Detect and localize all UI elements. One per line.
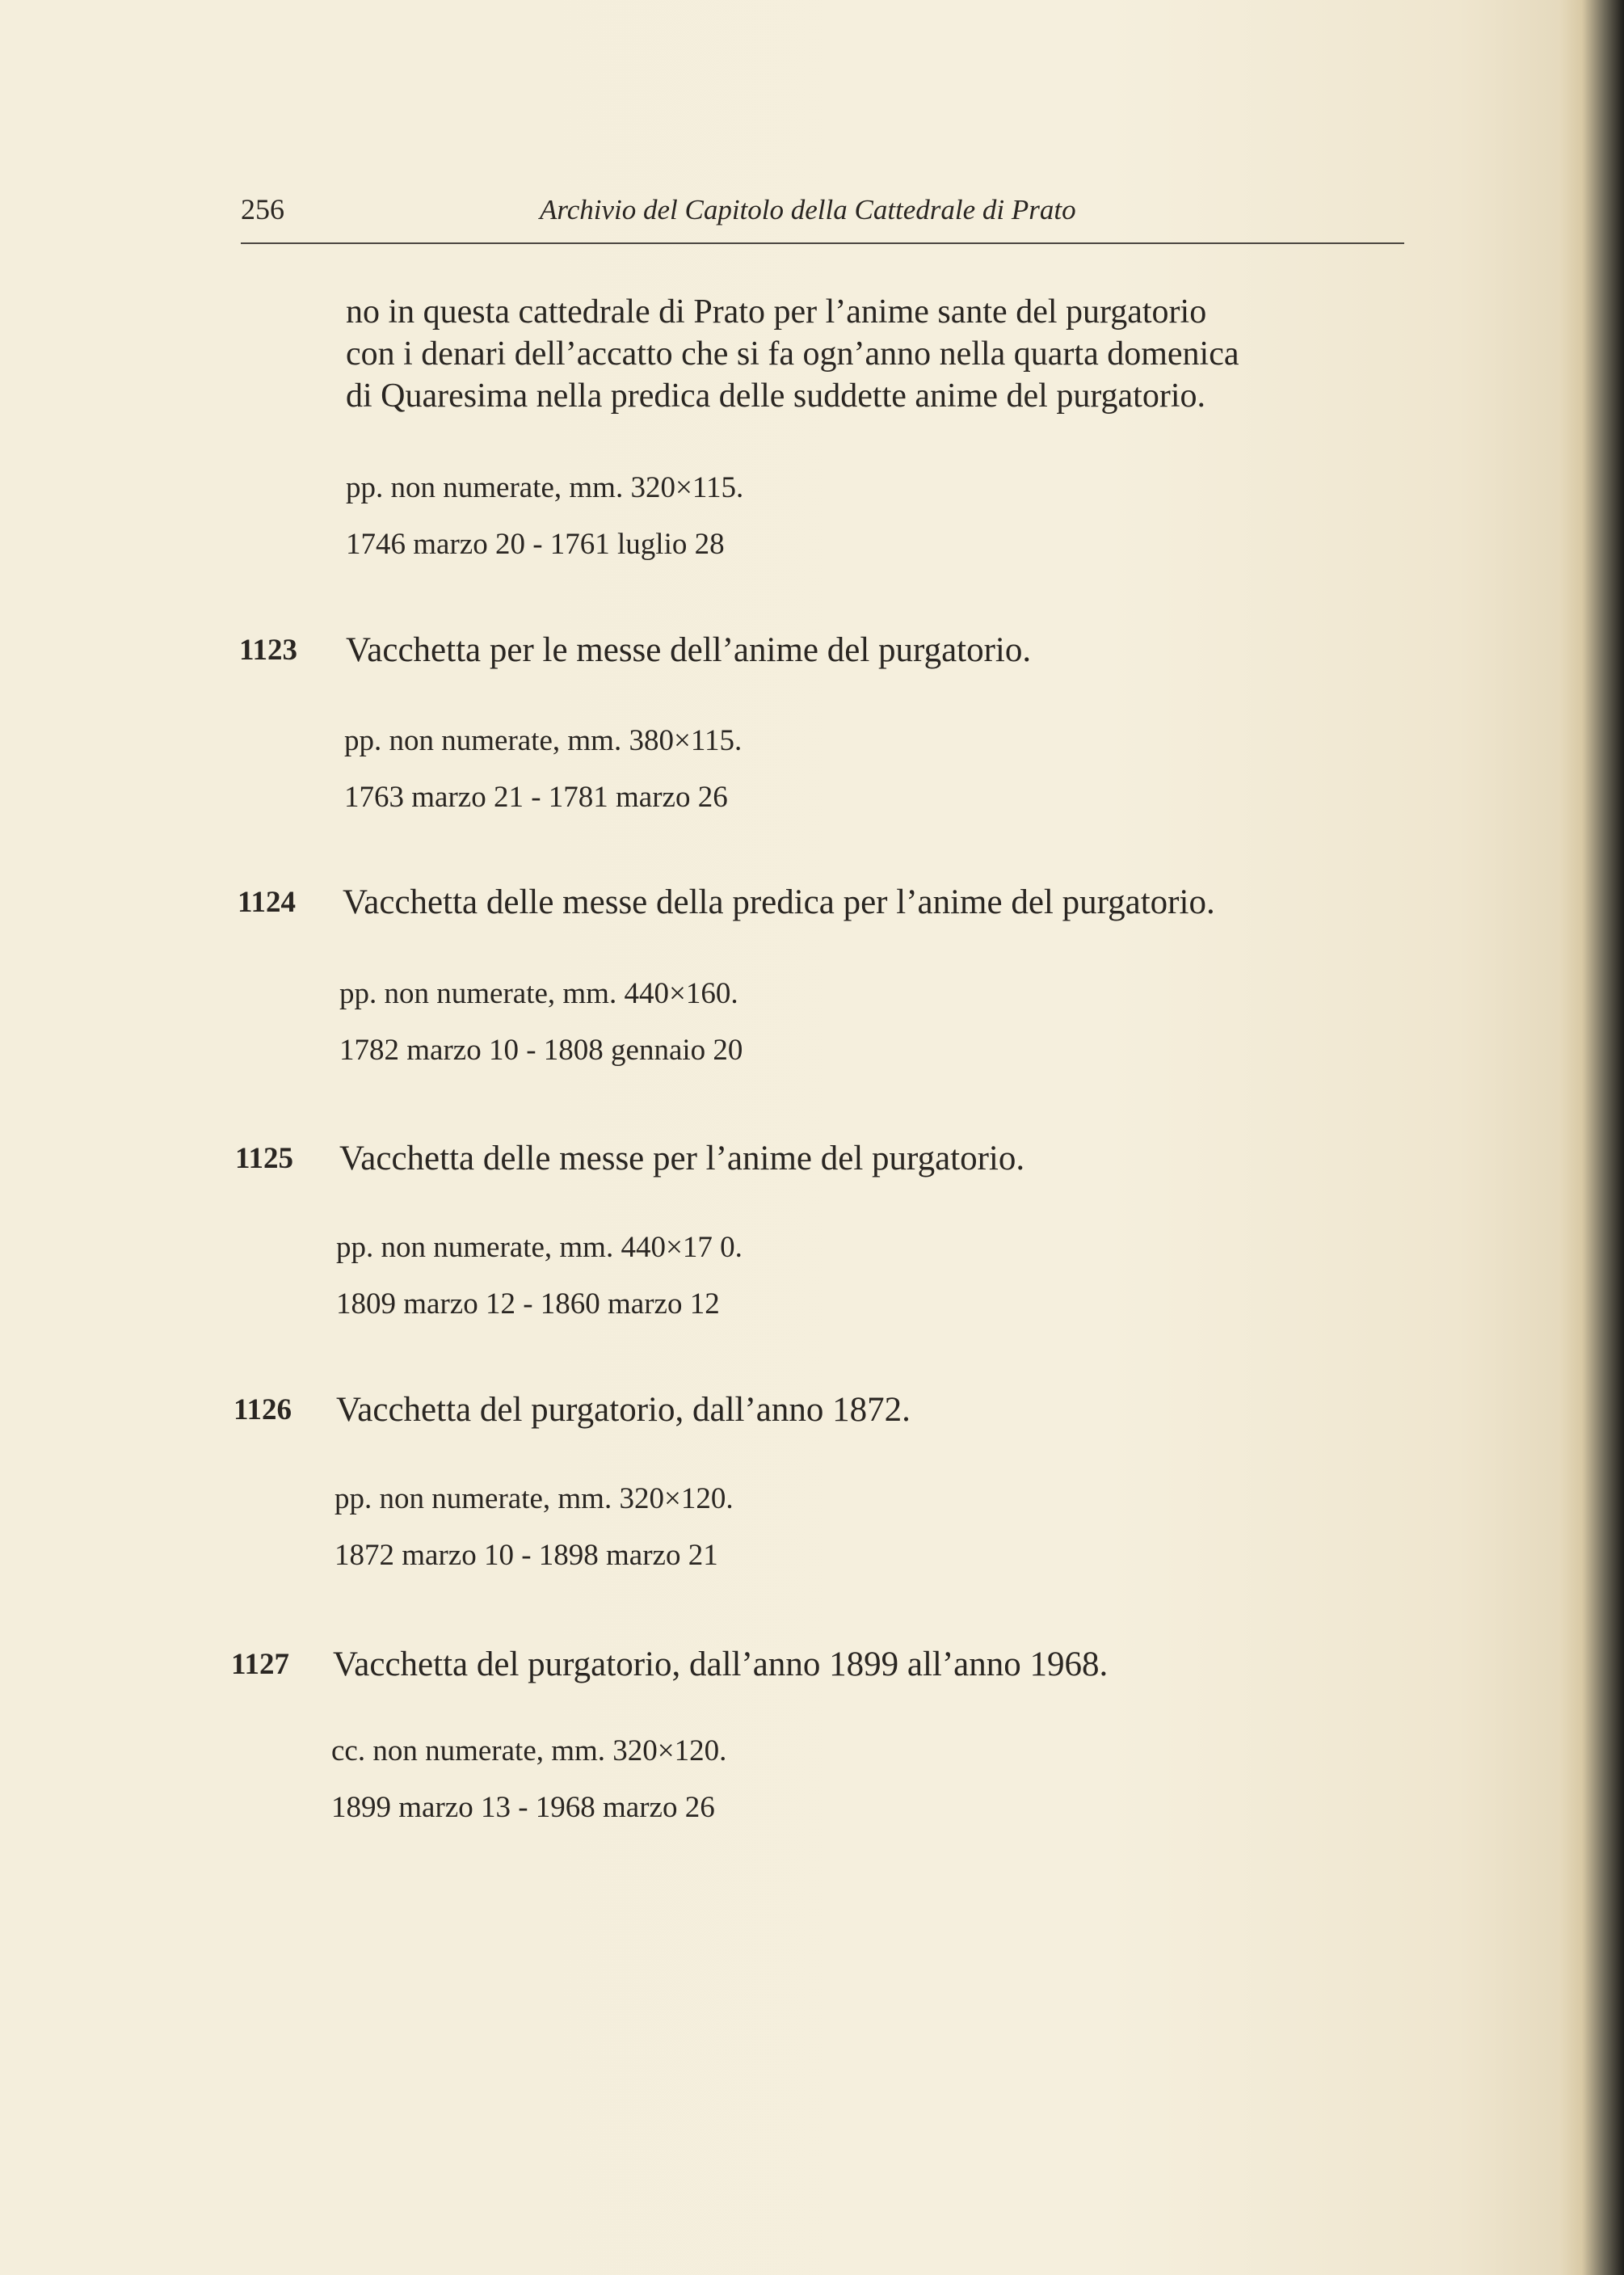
physical-description: pp. non numerate, mm. 320×120. <box>334 1482 734 1515</box>
date-range: 1809 marzo 12 - 1860 marzo 12 <box>336 1287 720 1321</box>
entry-title: Vacchetta delle messe della predica per l’anime del purgatorio. <box>343 883 1215 921</box>
running-title: Archivio del Capitolo della Cattedrale di Prato <box>540 194 1076 225</box>
entry-title: Vacchetta delle messe per l’anime del purgatorio. <box>339 1140 1025 1178</box>
entry-number: 1126 <box>234 1393 292 1426</box>
entry-number: 1125 <box>235 1142 293 1175</box>
page-number: 256 <box>241 193 284 225</box>
date-range: 1746 marzo 20 - 1761 luglio 28 <box>346 528 725 561</box>
physical-description: pp. non numerate, mm. 440×17 0. <box>336 1231 743 1264</box>
entry-title: Vacchetta del purgatorio, dall’anno 1872. <box>336 1391 911 1429</box>
date-range: 1763 marzo 21 - 1781 marzo 26 <box>344 781 728 814</box>
paragraph-line: con i denari dell’accatto che si fa ogn’anno nella quarta domenica <box>346 335 1239 373</box>
physical-description: pp. non numerate, mm. 380×115. <box>344 724 743 757</box>
entry-number: 1124 <box>238 886 296 919</box>
date-range: 1872 marzo 10 - 1898 marzo 21 <box>334 1539 718 1572</box>
physical-description: pp. non numerate, mm. 320×115. <box>346 471 744 504</box>
entry-number: 1127 <box>231 1648 289 1681</box>
page-edge-shadow <box>1559 0 1624 2275</box>
physical-description: cc. non numerate, mm. 320×120. <box>331 1734 727 1767</box>
paragraph-line: no in questa cattedrale di Prato per l’anime sante del purgatorio <box>346 293 1207 331</box>
continuation-paragraph <box>346 291 1420 417</box>
page-header <box>241 192 1404 244</box>
date-range: 1899 marzo 13 - 1968 marzo 26 <box>331 1791 715 1824</box>
entry-title: Vacchetta per le messe dell’anime del purgatorio. <box>346 631 1032 669</box>
entry-title: Vacchetta del purgatorio, dall’anno 1899 all’anno 1968. <box>333 1645 1109 1683</box>
physical-description: pp. non numerate, mm. 440×160. <box>339 977 738 1010</box>
entry-number: 1123 <box>239 634 297 667</box>
paragraph-line: di Quaresima nella predica delle suddette anime del purgatorio. <box>346 377 1206 415</box>
date-range: 1782 marzo 10 - 1808 gennaio 20 <box>339 1034 743 1067</box>
